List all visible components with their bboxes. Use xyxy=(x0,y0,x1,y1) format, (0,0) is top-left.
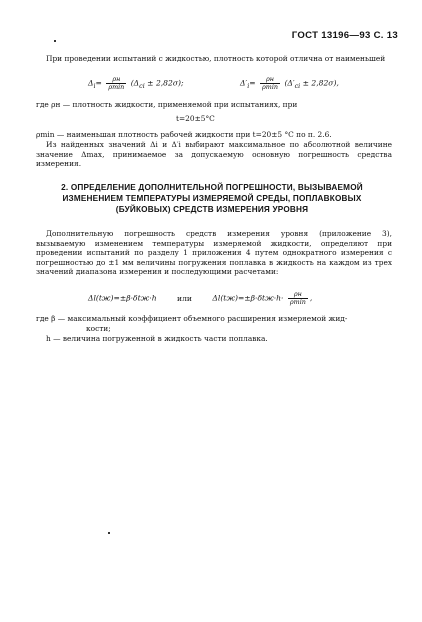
formula-1b-lhs-sub: i xyxy=(247,83,250,91)
formula-2-den: ρmin xyxy=(289,298,306,306)
formula-1b-rest: (Δ′ xyxy=(284,78,295,88)
formula-1a-den: ρmin xyxy=(108,83,125,91)
formula-1a-rest-sub: ci xyxy=(139,83,145,91)
formula-2-right: Δl(tж)=±β·δtж·h· xyxy=(212,293,284,303)
formula-1b-rest-sub: ci xyxy=(294,83,301,91)
formula-2-left: Δl(tж)=±β·δtж·h xyxy=(88,293,157,303)
section-heading-line-1: 2. ОПРЕДЕЛЕНИЕ ДОПОЛНИТЕЛЬНОЙ ПОГРЕШНОСТИ, ВЫЗЫВАЕМОЙ xyxy=(61,183,363,192)
formula-1b-fraction xyxy=(260,76,280,91)
rho-min-definition: ρmin — наименьшая плотность рабочей жидкости при t=20±5 °С по п. 2.6. xyxy=(36,130,332,139)
formula-1a-rest: (Δ xyxy=(130,78,140,88)
where-h: h — величина погруженной в жидкость части поплавка. xyxy=(46,334,268,343)
formula-1a-lhs-sub: i xyxy=(93,83,96,91)
formula-2-num: ρн xyxy=(288,291,308,299)
where-rho-n: где ρн — плотность жидкости, применяемой при испытаниях, при xyxy=(36,100,298,109)
formula-1a-rest-tail: ± 2,82σ); xyxy=(144,78,184,88)
scan-speck xyxy=(108,532,110,534)
formula-1b-rest-tail: ± 2,82σ), xyxy=(300,78,339,88)
formula-1b-eq: = xyxy=(249,78,256,88)
temperature-condition: t=20±5°С xyxy=(176,114,215,123)
formula-delta-prime-i xyxy=(240,76,339,91)
formula-1a-eq: = xyxy=(95,78,102,88)
conclusion-paragraph: Из найденных значений Δi и Δ′i выбирают максимальное по абсолютной величине значение Δmax, принимаемое за допускаемую основную погрешность средства измерения. xyxy=(36,140,392,169)
where-beta-line-1: где β — максимальный коэффициент объемного расширения измеряемой жид- xyxy=(36,314,348,323)
where-beta-line-2: кости; xyxy=(86,324,111,333)
scan-speck xyxy=(54,40,56,42)
page-header: ГОСТ 13196—93 С. 13 xyxy=(291,30,398,41)
formula-1a-num: ρн xyxy=(106,76,126,84)
section-heading-line-2: ИЗМЕНЕНИЕМ ТЕМПЕРАТУРЫ ИЗМЕРЯЕМОЙ СРЕДЫ, ПОПЛАВКОВЫХ xyxy=(62,194,362,203)
formula-2-tail: , xyxy=(309,293,313,303)
body-paragraph: Дополнительную погрешность средств измерения уровня (приложение 3), вызываемую изменением температуры измеряемой жидкости, определяют при проведении испытаний по разделу 1 приложения 4 путем однократного измерения с погрешностью до ±1 мм величины погружения поплавка в жидкость на каждом из трех значений диапазона измерения и последующими расчетами: xyxy=(36,229,392,277)
formula-1b-den: ρmin xyxy=(262,83,279,91)
formula-delta-i xyxy=(88,76,184,91)
formula-delta-l xyxy=(88,291,312,306)
section-heading-line-3: (БУЙКОВЫХ) СРЕДСТВ ИЗМЕРЕНИЯ УРОВНЯ xyxy=(115,205,309,214)
formula-2-or: или xyxy=(177,293,192,303)
formula-2-fraction xyxy=(288,291,308,306)
formula-1a-fraction xyxy=(106,76,126,91)
formula-1b-num: ρн xyxy=(260,76,280,84)
formula-1a-lhs: Δ xyxy=(88,78,94,88)
formula-1b-lhs: Δ′ xyxy=(240,78,248,88)
intro-paragraph: При проведении испытаний с жидкостью, плотность которой отлична от наименьшей xyxy=(46,54,386,63)
